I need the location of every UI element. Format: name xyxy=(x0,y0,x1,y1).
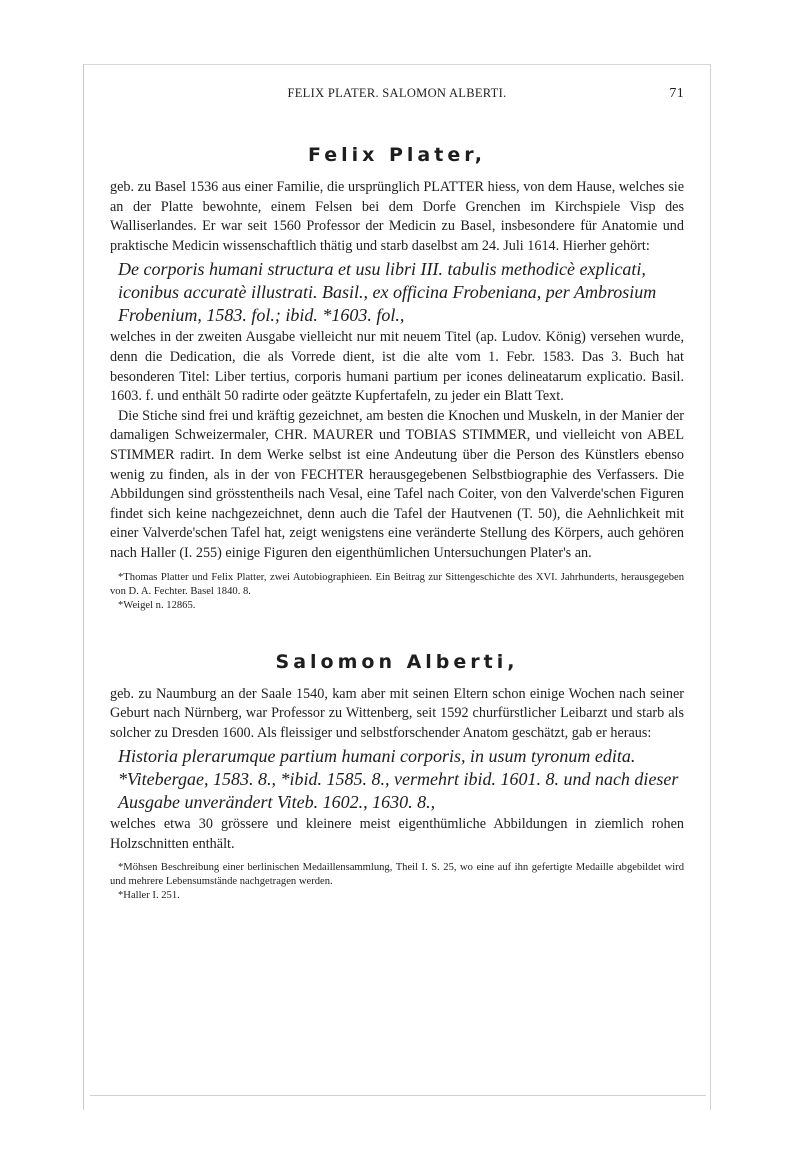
plater-biography: geb. zu Basel 1536 aus einer Familie, die ursprünglich PLATTER hiess, von dem Hause, welches sie an der Platte bewohnte, einem Felsen bei dem Dorfe Grenchen im Kirchspiele Visp des Walliserlandes. Er war seit 1560 Professor der Medicin zu Basel, insbesondere für Anatomie und praktische Medicin wissenschaftlich thätig und starb daselbst am 24. Juli 1614. Hierher gehört: xyxy=(110,179,684,254)
plater-book-title: De corporis humani structura et usu libri III. tabulis methodicè explicati, iconibus accuratè illustrati. Basil., ex officina Frobeniana, per Ambrosium Frobenium, 1583. fol.; ibid. *1603. fol., xyxy=(118,259,657,326)
page-content xyxy=(110,86,684,903)
alberti-footnote-2: *Haller I. 251. xyxy=(118,890,180,902)
page-number: 71 xyxy=(669,86,684,101)
running-head xyxy=(110,86,684,108)
plater-footnote-1: *Thomas Platter und Felix Platter, zwei Autobiographieen. Ein Beitrag zur Sittengeschichte des XVI. Jahrhunderts, herausgegeben von D. A. Fechter. Basel 1840. 8. xyxy=(110,571,684,597)
bottom-rule xyxy=(90,1095,706,1096)
heading-salomon-alberti: Salomon Alberti, xyxy=(275,650,519,673)
plater-edition-note: welches in der zweiten Ausgabe vielleicht nur mit neuem Titel (ap. Ludov. König) versehen wurde, denn die Dedication, die als Vorrede dient, ist die alte vom 1. Febr. 1583. Das 3. Buch hat besonderen Titel: Liber tertius, corporis humani partium per icones delineatarum explicatio. Basil. 1603. f. und enthält 50 radirte oder geätzte Kupfertafeln, zu jeder ein Blatt Text. xyxy=(110,329,684,405)
running-title: FELIX PLATER. SALOMON ALBERTI. xyxy=(287,86,507,100)
alberti-biography: geb. zu Naumburg an der Saale 1540, kam aber mit seinen Eltern schon einige Wochen nach seiner Geburt nach Nürnberg, war Professor zu Wittenberg, seit 1592 churfürstlicher Leibarzt und starb als solcher zu Dresden 1600. Als fleissiger und selbstforschender Anatom geschätzt, gab er heraus: xyxy=(110,685,684,741)
plater-footnote-2: *Weigel n. 12865. xyxy=(118,599,196,611)
heading-felix-plater: Felix Plater, xyxy=(307,144,486,166)
alberti-book-title: Historia plerarumque partium humani corporis, in usum tyronum edita. *Vitebergae, 1583. 8., *ibid. 1585. 8., vermehrt ibid. 1601. 8. und nach dieser Ausgabe unverändert Viteb. 1602., 1630. 8., xyxy=(118,746,679,813)
plater-plates-description: Die Stiche sind frei und kräftig gezeichnet, am besten die Knochen und Muskeln, in der Manier der damaligen Schweizermaler, CHR. MAURER und TOBIAS STIMMER, und vielleicht von ABEL STIMMER radirt. In dem Werke selbst ist eine Andeutung über die Person des Künstlers ebenso wenig zu finden, als in der von FECHTER herausgegebenen Selbstbiographie des Verfassers. Die Abbildungen sind grösstentheils nach Vesal, eine Tafel nach Coiter, von den Valverde'schen Figuren findet sich keine nachgezeichnet, denn auch die Tafel der Hautvenen (T. 50), die Aehnlichkeit mit einer Valverde'schen Tafel hat, zeigt wenigstens eine veränderte Stellung des Körpers, auch gehören nach Haller (I. 255) einige Figuren den eigenthümlichen Untersuchungen Plater's an. xyxy=(110,407,684,561)
alberti-contents-note: welches etwa 30 grössere und kleinere meist eigenthümliche Abbildungen in ziemlich rohen Holzschnitten enthält. xyxy=(110,816,684,852)
alberti-footnote-1: *Möhsen Beschreibung einer berlinischen Medaillensammlung, Theil I. S. 25, wo eine auf ihn gefertigte Medaille abgebildet wird und mehrere Lebensumstände nachgetragen werden. xyxy=(110,862,684,888)
